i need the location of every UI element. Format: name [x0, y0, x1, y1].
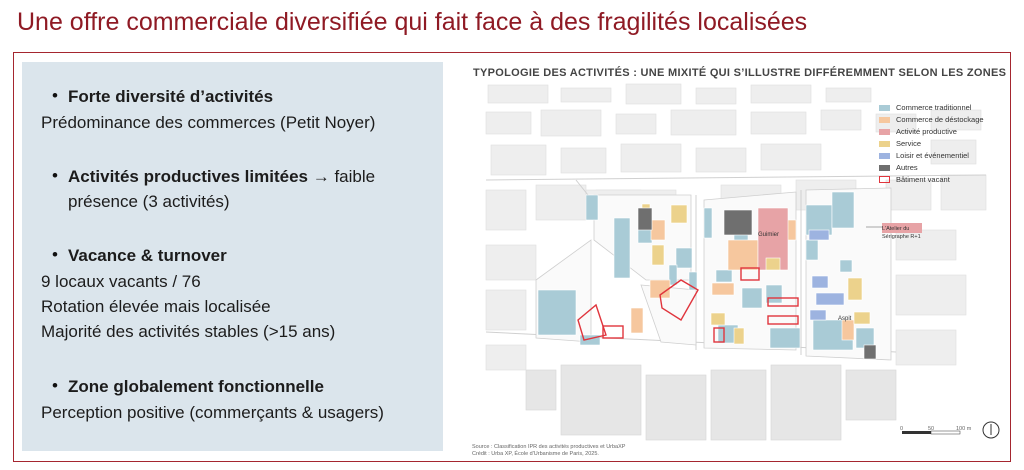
label-atelier-1: L'Atelier du [882, 226, 910, 232]
bullet-icon: • [52, 376, 58, 395]
map-credit: Crédit : Urba XP, École d'Urbanisme de Paris, 2025. [472, 451, 599, 457]
legend-productive: Activité productive [879, 127, 957, 136]
legend-vacant: Bâtiment vacant [879, 175, 950, 184]
bullet-icon: • [52, 245, 58, 264]
scale-label-50: 50 [928, 426, 935, 432]
legend-others: Autres [879, 163, 918, 172]
text-predominance: Prédominance des commerces (Petit Noyer) [41, 113, 376, 132]
text-perception: Perception positive (commerçants & usagers) [41, 403, 384, 422]
label-aspit: Aspit [838, 316, 852, 322]
map-title: TYPOLOGIE DES ACTIVITÉS : UNE MIXITÉ QUI S’ILLUSTRE DIFFÉREMMENT SELON LES ZONES [473, 67, 1007, 79]
legend-service: Service [879, 139, 921, 148]
activity-map [466, 80, 1006, 458]
heading-vacancy: Vacance & turnover [68, 246, 227, 265]
label-atelier-2: Sérigraphe R+1 [882, 234, 921, 240]
line-productive [68, 167, 375, 187]
lower-fabric [526, 365, 896, 440]
text-rotation: Rotation élevée mais localisée [41, 297, 271, 316]
legend-traditional: Commerce traditionnel [879, 103, 971, 112]
map-source: Source : Classification IPR des activités productives et UrbaXP [472, 444, 626, 450]
scale-label-0: 0 [900, 426, 904, 432]
legend-destockage: Commerce de déstockage [879, 115, 984, 124]
legend-leisure: Loisir et événementiel [879, 151, 969, 160]
text-stability: Majorité des activités stables (>15 ans) [41, 322, 336, 341]
label-guimier: Guimier [758, 232, 780, 238]
bullet-icon: • [52, 86, 58, 105]
text-vacant-count: 9 locaux vacants / 76 [41, 272, 201, 291]
heading-functional: Zone globalement fonctionnelle [68, 377, 324, 396]
scale-label-100: 100 m [956, 426, 972, 432]
slide-title: Une offre commerciale diversifiée qui fait face à des fragilités localisées [17, 8, 808, 36]
text-presence-count: présence (3 activités) [68, 192, 230, 211]
heading-productive: Activités productives limitées [68, 167, 308, 186]
text-low-presence: → faible [312, 167, 376, 186]
bullet-icon: • [52, 166, 58, 185]
heading-diversity: Forte diversité d’activités [68, 87, 274, 106]
